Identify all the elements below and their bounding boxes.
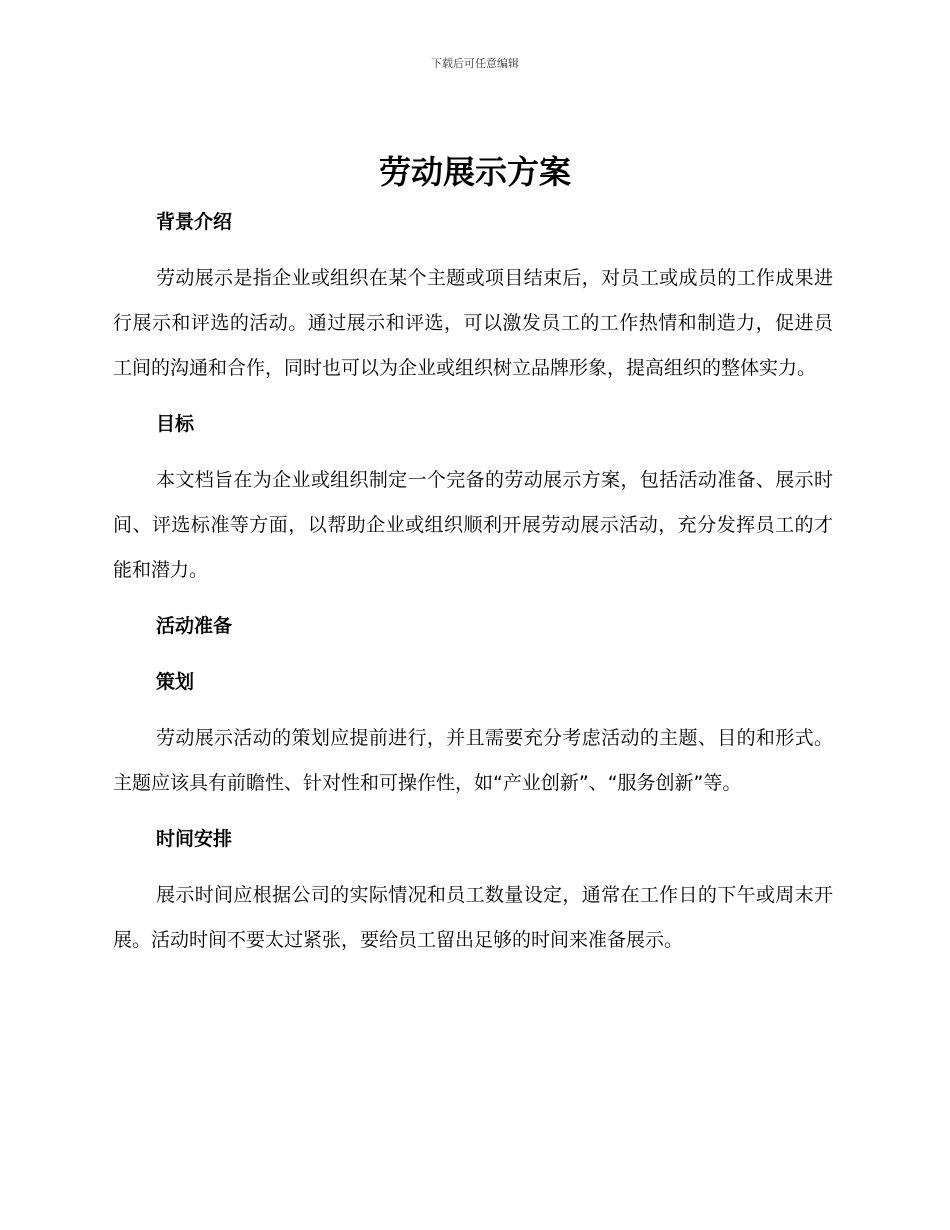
section-heading: 背景介绍 (156, 211, 233, 233)
document-body (113, 200, 833, 963)
header-note: 下载后可任意编辑 (431, 57, 519, 70)
section-heading: 目标 (156, 413, 195, 435)
section-heading: 活动准备 (156, 615, 233, 637)
section-heading: 时间安排 (156, 828, 233, 850)
section-paragraph: 劳动展示活动的策划应提前进行，并且需要充分考虑活动的主题、目的和形式。主题应该具有前瞻性、针对性和可操作性，如“产业创新”、“服务创新”等。 (113, 727, 833, 794)
section-background (113, 200, 833, 402)
section-planning (113, 660, 833, 817)
section-preparation (113, 604, 833, 660)
section-goal (113, 402, 833, 604)
section-paragraph: 劳动展示是指企业或组织在某个主题或项目结束后，对员工或成员的工作成果进行展示和评选的活动。通过展示和评选，可以激发员工的工作热情和制造力，促进员工间的沟通和合作，同时也可以为企业或组织树立品牌形象，提高组织的整体实力。 (113, 267, 833, 379)
section-paragraph: 本文档旨在为企业或组织制定一个完备的劳动展示方案，包括活动准备、展示时间、评选标准等方面，以帮助企业或组织顺利开展劳动展示活动，充分发挥员工的才能和潜力。 (113, 469, 833, 581)
section-paragraph: 展示时间应根据公司的实际情况和员工数量设定，通常在工作日的下午或周末开展。活动时间不要太过紧张，要给员工留出足够的时间来准备展示。 (113, 884, 833, 951)
section-heading: 策划 (156, 671, 195, 693)
document-title: 劳动展示方案 (378, 153, 571, 191)
section-schedule (113, 817, 833, 963)
